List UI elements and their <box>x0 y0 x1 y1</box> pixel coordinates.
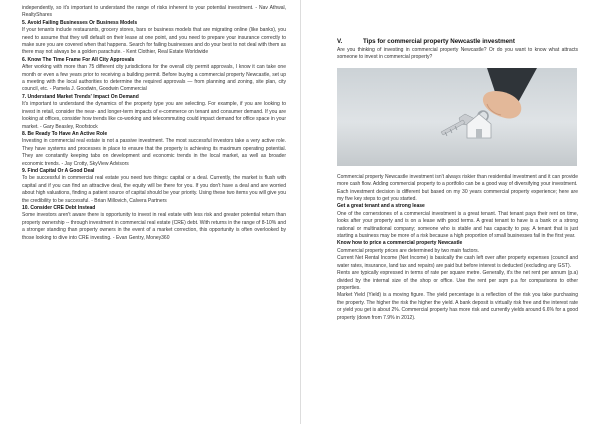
tip-body: Investing in commercial real estate is not a passive investment. The most successful investors take a very active role. They have systems and processes in place to ensure that the property is achieving its maximum operating potential. They are constantly keeping tabs on development and economic trends in the local market, as well as broader economic trends. - Jay Crotty, SkyView Advisors <box>22 138 286 167</box>
section-title <box>337 38 578 45</box>
left-intro: independently, so it's important to understand the range of risks inherent to your potential investment. - Nav Athwal, RealtyShares <box>22 5 286 19</box>
section-number: V. <box>337 38 343 45</box>
paragraph: Commercial property Newcastle investment isn't always riskier than residential investment and it can provide more cash flow. Adding commercial property to a portfolio can be a good way of diversifying your investment. <box>337 173 578 188</box>
tip-10 <box>22 205 286 242</box>
tip-heading: 6. Know The Time Frame For All City Approvals <box>22 56 135 63</box>
paragraph: Market Yield (Yield) is a moving figure. The yield percentage is a reflection of the risk you take purchasing the property. The higher the risk the higher the yield. A bank deposit is virtually risk free and the interest rate or yield you get is about 2%. Commercial property has more risk and currently yields around 6.6% for a good property (down from 7.9% in 2012). <box>337 292 578 321</box>
section-title-text: Tips for commercial property Newcastle investment <box>363 38 515 45</box>
tip-body: To be successful in commercial real estate you need two things: capital or a deal. Currently, the market is flush with capital and if you can find an attractive deal, the equity will be there for you. If you don't have a deal and are worried about high valuations, finding a patient source of capital should be your priority. Using these two items you will give you the credibility to be successful. - Brian Millovich, Calvera Partners <box>22 175 286 204</box>
right-intro: Are you thinking of investing in commercial property Newcastle? Or do you want to know what attracts someone to invest in commercial property? <box>337 47 578 61</box>
tip-heading: 9. Find Capital Or A Good Deal <box>22 167 95 174</box>
tip-5 <box>22 20 286 57</box>
tip-heading: 8. Be Ready To Have An Active Role <box>22 130 108 137</box>
paragraph: Commercial property prices are determined by two main factors. <box>337 247 479 254</box>
hand-holding-house-key-photo <box>337 68 577 166</box>
tip-6 <box>22 57 286 94</box>
paragraph: Rents are typically expressed in terms of rate per square metre. Generally, it's the net rent per annum (p.a) divided by the internal size of the shop or office. Use the rent per sqm p.a for comparisons to other properties. <box>337 270 578 291</box>
paragraph: Current Net Rental Income (Net Income) is basically the cash left over after property expenses (council and water rates, insurance, land tax and repairs) are paid but before interest is deducted (excluding any GST). <box>337 255 578 269</box>
house-key-icon <box>337 68 577 166</box>
tip-body: After working with more than 75 different city jurisdictions for the overall city permit approvals, I know it can take one month or even a few years prior to receiving a building permit. Before buying a commercial property Newcastle, set up a meeting with the local authorities to determine the required approvals — from planning and zoning, site plan, city council, etc. - Pamela J. Goodwin, Goodwin Commercial <box>22 64 286 93</box>
tip-body: Some investors aren't aware there is opportunity to invest in real estate with less risk and greater potential return than property ownership -- through investment in commercial real estate (CRE) debt. With returns in the range of 8-10% and a stronger standing than property owners in the event of a market correction, this opportunity is often overlooked by those looking to dive into CRE investing. - Evan Gentry, Money360 <box>22 212 286 241</box>
right-page <box>300 0 600 424</box>
tip-8 <box>22 131 286 168</box>
tip-heading: 5. Avoid Failing Businesses Or Business Models <box>22 19 138 26</box>
tip-body: It's important to understand the dynamics of the property type you are selecting. For example, if you are looking to invest in retail, consider the near- and longer-term impacts of e-commerce on tenant and consumer demand. If you are looking at offices, consider how trends like co-working and telecommuting could impact demand for office space in your market. - Gary Beasley, Roofstock <box>22 101 286 130</box>
subheading: Know how to price a commercial property Newcastle <box>337 240 463 247</box>
tip-body: If your tenants include restaurants, grocery stores, bars or business models that are migrating online (like banks), you need to assume that they will default on their lease at one point, and you need to prepare your insurance correctly to make sure you are covered when that happens. Search for failing businesses and do your best to not deal with them as there may not always be a golden parachute. - Kent Clothier, Real Estate Worldwide <box>22 27 286 56</box>
tip-7 <box>22 94 286 131</box>
tip-heading: 7. Understand Market Trends' Impact On Demand <box>22 93 139 100</box>
paragraph: One of the cornerstones of a commercial investment is a great tenant. That tenant pays their rent on time, looks after your property and is on a lease with good terms. A great tenant to have is a bank or a strong national or multinational company; someone who is stable and has capacity to pay. A tenant that is just starting a business may be more of a risk because a high proportion of small businesses fail in the first year. <box>337 210 578 240</box>
tip-9 <box>22 168 286 205</box>
subheading: Get a great tenant and a strong lease <box>337 203 425 210</box>
paragraph: Each investment decision is different but based on my 30 years commercial property experience; here are my five key steps to get you started. <box>337 188 578 203</box>
tip-heading: 10. Consider CRE Debt Instead <box>22 204 96 211</box>
